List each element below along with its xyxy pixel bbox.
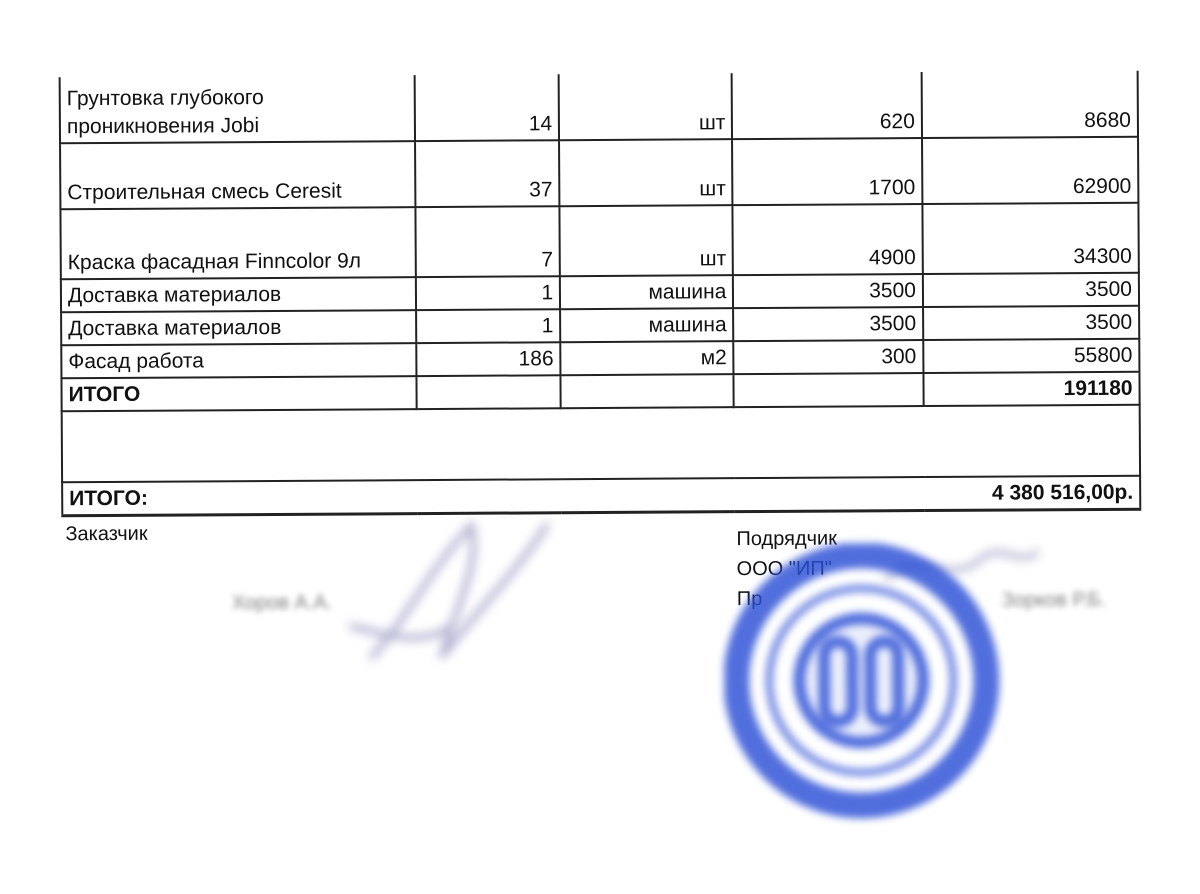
item-name-line1: Грунтовка глубокого [66,86,264,111]
item-price: 300 [734,340,924,374]
item-sum: 3500 [923,306,1139,340]
estimate-table [59,71,1142,518]
item-qty: 1 [415,276,560,310]
grand-total-row [62,476,1140,516]
item-sum: 3500 [923,273,1139,307]
item-sum: 55800 [923,339,1139,373]
item-qty: 14 [414,74,559,141]
item-qty: 186 [416,342,561,376]
item-unit: машина [560,275,733,309]
grand-total-label: ИТОГО: [62,480,417,516]
item-sum: 34300 [922,203,1138,274]
empty-cell [561,478,734,513]
item-sum: 62900 [922,137,1138,204]
item-sum: 8680 [922,71,1138,138]
item-price: 620 [732,72,922,139]
customer-label: Заказчик [65,522,148,546]
item-name: Доставка материалов [61,310,416,345]
item-unit: машина [560,308,733,342]
item-unit: шт [559,73,733,140]
customer-signature [331,505,572,676]
empty-cell [734,373,924,407]
item-price: 1700 [732,138,922,205]
item-price: 4900 [733,204,923,275]
contractor-title: Пр [736,588,763,611]
empty-cell [561,407,735,479]
table-row [60,203,1138,280]
item-name: Фасад работа [61,343,416,378]
empty-cell [62,409,417,482]
empty-cell [924,405,1140,477]
item-qty: 37 [415,140,560,207]
grand-total-sum: 4 380 516,00р. [735,476,1141,512]
company-stamp [723,543,1000,820]
empty-cell [416,408,561,480]
contractor-company: ООО "ИП" [736,557,832,581]
table-row [60,71,1138,144]
item-unit: шт [559,139,733,206]
item-name [60,75,415,143]
empty-cell [561,374,734,408]
contractor-label: Подрядчик [736,527,837,551]
item-unit: шт [560,205,734,276]
blank-row [62,405,1140,483]
table-row [60,137,1138,210]
item-name: Краска фасадная Finncolor 9л [60,207,415,279]
customer-name: Хоров А.А. [231,591,333,615]
item-name: Доставка материалов [61,277,416,312]
item-price: 3500 [733,274,923,308]
contractor-name: Зорков Р.Б. [1001,588,1107,612]
item-qty: 7 [415,206,560,277]
subtotal-label: ИТОГО [61,376,416,411]
item-name-line2: проникновения Jobi [66,114,260,139]
empty-cell [734,406,924,478]
item-qty: 1 [416,309,561,343]
item-name: Строительная смесь Ceresit [60,141,415,209]
item-unit: м2 [561,341,734,375]
empty-cell [416,375,561,409]
item-price: 3500 [734,307,924,341]
subtotal-sum: 191180 [923,372,1139,406]
